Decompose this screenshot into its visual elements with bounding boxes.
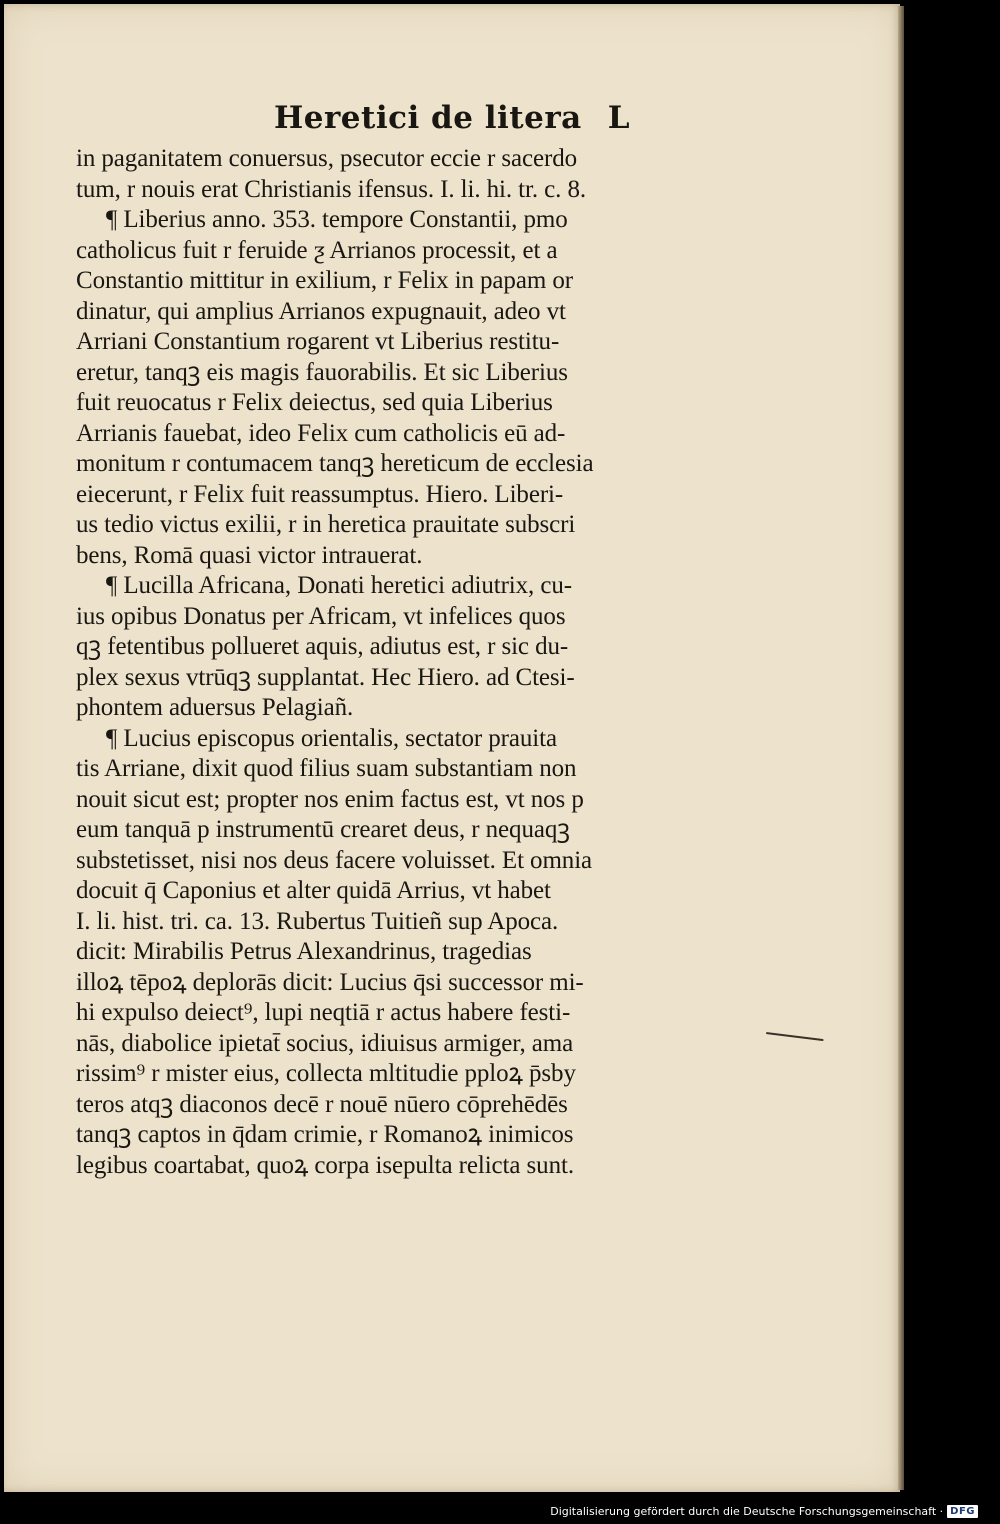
paragraph-start-line: ¶ Lucius episcopus orientalis, sectator prauita	[106, 724, 557, 752]
paragraph-start-line: ¶ Lucilla Africana, Donati heretici adiutrix, cu-	[106, 572, 572, 599]
text-line: eiecerunt, r Felix fuit reassumptus. Hiero. Liberi-	[76, 480, 564, 508]
book-page	[4, 4, 900, 1492]
text-line: I. li. hist. tri. ca. 13. Rubertus Tuitieñ sup Apoca.	[76, 907, 559, 935]
text-line: bens, Romā quasi victor intrauerat.	[76, 541, 423, 569]
funding-credit: Digitalisierung gefördert durch die Deutsche Forschungsgemeinschaft ·	[550, 1504, 944, 1518]
text-line: hi expulso deiect⁹, lupi neqtiā r actus habere festi-	[76, 999, 571, 1026]
text-line: eretur, tanqꝫ eis magis fauorabilis. Et sic Liberius	[76, 358, 568, 386]
text-line: catholicus fuit r feruide ƺ Arrianos processit, et a	[76, 236, 558, 264]
text-line: nās, diabolice ipietat̄ socius, idiuisus armiger, ama	[76, 1029, 574, 1057]
text-line: substetisset, nisi nos deus facere voluisset. Et omnia	[76, 846, 593, 874]
text-line: eum tanquā p instrumentū crearet deus, r nequaqꝫ	[76, 816, 570, 843]
text-line: legibus coartabat, quoꝝ corpa isepulta relicta sunt.	[76, 1151, 574, 1179]
paragraph-start-line: ¶ Liberius anno. 353. tempore Constantii, pmo	[106, 206, 568, 233]
text-line: fuit reuocatus r Felix deiectus, sed quia Liberius	[76, 389, 553, 416]
text-line: us tedio victus exilii, r in heretica prauitate subscri	[76, 511, 576, 538]
text-line: plex sexus vtrūqꝫ supplantat. Hec Hiero. ad Ctesi-	[76, 663, 575, 691]
text-line: rissim⁹ r mister eius, collecta mltitudie pploꝝ p̄sby	[76, 1060, 576, 1087]
text-line: dinatur, qui amplius Arrianos expugnauit, adeo vt	[76, 297, 566, 325]
running-title: Heretici de litera	[273, 100, 582, 136]
text-line: tanqꝫ captos in q̄dam crimie, r Romanoꝝ inimicos	[76, 1121, 574, 1148]
text-line: teros atqꝫ diaconos decē r nouē nūero cōprehēdēs	[76, 1090, 568, 1118]
text-block	[76, 144, 776, 1181]
section-letter: L	[607, 100, 631, 136]
text-line: Arrianis fauebat, ideo Felix cum catholicis eū ad-	[76, 419, 566, 447]
text-line: phontem aduersus Pelagiañ.	[76, 694, 354, 721]
text-line: in paganitatem conuersus, psecutor eccie r sacerdo	[76, 145, 578, 172]
text-line: illoꝝ tēpoꝝ deplorās dicit: Lucius q̄si successor mi-	[76, 968, 584, 996]
dfg-logo-icon: DFG	[947, 1505, 978, 1518]
text-line: qꝫ fetentibus pollueret aquis, adiutus est, r sic du-	[76, 633, 569, 660]
text-line: Arriani Constantium rogarent vt Liberius restitu-	[76, 328, 560, 355]
text-line: Constantio mittitur in exilium, r Felix in papam or	[76, 267, 573, 294]
text-line: tum, r nouis erat Christianis ifensus. I. li. hi. tr. c. 8.	[76, 175, 587, 203]
text-line: nouit sicut est; propter nos enim factus est, vt nos p	[76, 785, 584, 813]
text-line: monitum r contumacem tanqꝫ hereticum de ecclesia	[76, 450, 594, 477]
page-edge	[898, 6, 904, 1490]
digitization-footer	[550, 1502, 978, 1520]
text-line: ius opibus Donatus per Africam, vt infelices quos	[76, 602, 566, 630]
text-line: docuit q̄ Caponius et alter quidā Arrius, vt habet	[76, 877, 551, 904]
running-header	[4, 100, 900, 136]
text-line: dicit: Mirabilis Petrus Alexandrinus, tragedias	[76, 938, 532, 965]
text-line: tis Arriane, dixit quod filius suam substantiam non	[76, 755, 577, 782]
